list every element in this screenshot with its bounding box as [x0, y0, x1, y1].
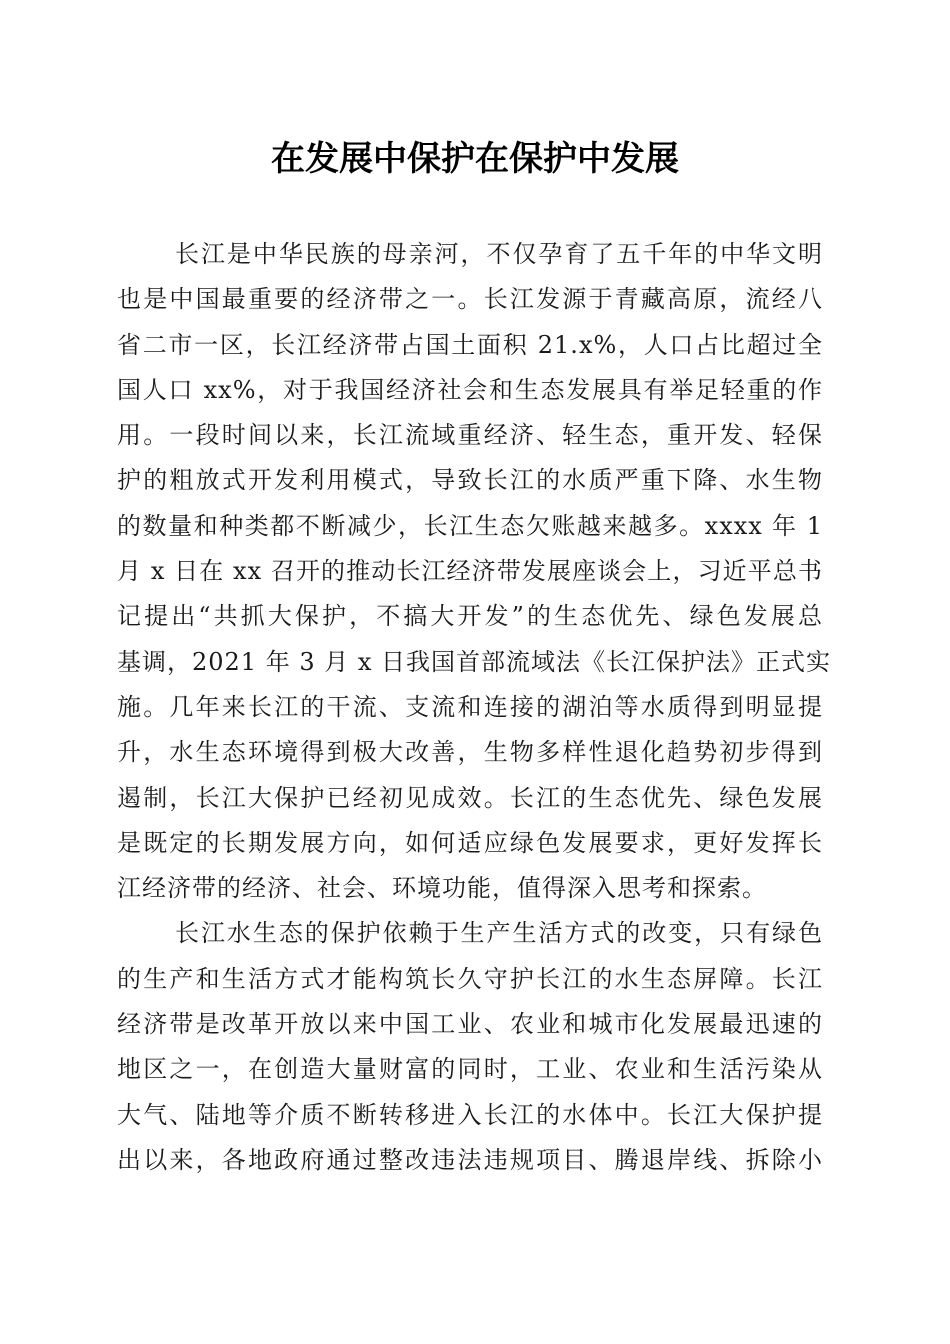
- text-line: 基调，2021 年 3 月 x 日我国首部流域法《长江保护法》正式实: [117, 647, 832, 676]
- text-line: 大气、陆地等介质不断转移进入长江的水体中。长江大保护提: [117, 1100, 823, 1129]
- text-line: 省二市一区，长江经济带占国土面积 21.x%，人口占比超过全: [117, 330, 823, 359]
- text-line: 国人口 xx%，对于我国经济社会和生态发展具有举足轻重的作: [117, 375, 823, 404]
- text-line: 施。几年来长江的干流、支流和连接的湖泊等水质得到明显提: [117, 692, 823, 721]
- text-line: 护的粗放式开发利用模式，导致长江的水质严重下降、水生物: [117, 466, 823, 495]
- paragraph-2: [117, 911, 823, 1183]
- text-line: 的生产和生活方式才能构筑长久守护长江的水生态屏障。长江: [117, 964, 823, 993]
- text-line: 江经济带的经济、社会、环境功能，值得深入思考和探索。: [117, 874, 767, 903]
- text-line: 记提出“共抓大保护，不搞大开发”的生态优先、绿色发展总: [117, 602, 823, 631]
- text-line: 的数量和种类都不断减少，长江生态欠账越来越多。xxxx 年 1: [117, 511, 823, 540]
- document-title: 在发展中保护在保护中发展: [271, 139, 679, 179]
- text-line: 出以来，各地政府通过整改违法违规项目、腾退岸线、拆除小: [117, 1145, 823, 1174]
- text-line: 用。一段时间以来，长江流域重经济、轻生态，重开发、轻保: [117, 421, 823, 450]
- text-line: 长江是中华民族的母亲河，不仅孕育了五千年的中华文明: [175, 240, 823, 268]
- text-line: 地区之一，在创造大量财富的同时，工业、农业和生活污染从: [117, 1055, 823, 1084]
- paragraph-1: [117, 232, 832, 911]
- text-line: 月 x 日在 xx 召开的推动长江经济带发展座谈会上，习近平总书: [117, 557, 823, 586]
- document-body: [117, 232, 832, 1183]
- text-line: 升，水生态环境得到极大改善，生物多样性退化趋势初步得到: [117, 738, 823, 767]
- text-line: 遏制，长江大保护已经初见成效。长江的生态优先、绿色发展: [117, 783, 823, 812]
- text-line: 经济带是改革开放以来中国工业、农业和城市化发展最迅速的: [117, 1010, 823, 1039]
- text-line: 是既定的长期发展方向，如何适应绿色发展要求，更好发挥长: [117, 828, 823, 857]
- text-line: 长江水生态的保护依赖于生产生活方式的改变，只有绿色: [175, 919, 823, 948]
- text-line: 也是中国最重要的经济带之一。长江发源于青藏高原，流经八: [117, 285, 823, 314]
